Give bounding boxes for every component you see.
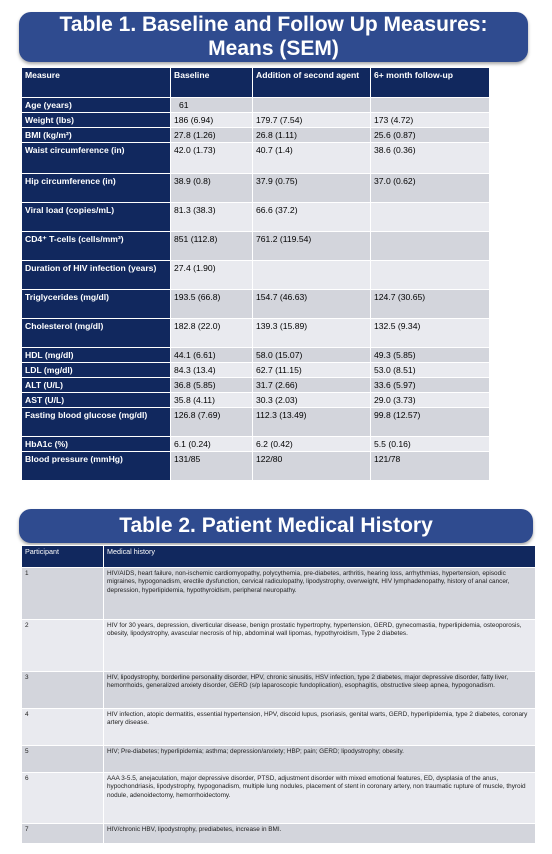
table2-header-participant: Participant [22,546,104,568]
table1-cell-followup: 37.0 (0.62) [371,174,490,203]
table1-cell-second-agent: 139.3 (15.89) [253,319,371,348]
table1-cell-measure: Weight (lbs) [22,113,171,128]
table1-title-line2: Means (SEM) [208,37,339,60]
table1-row [22,98,490,113]
table2-row [22,746,536,773]
table1-row [22,437,490,452]
table1-cell-measure: AST (U/L) [22,393,171,408]
table1-header-baseline: Baseline [171,68,253,98]
table2-cell-history: HIV infection, atopic dermatitis, essential hypertension, HPV, discoid lupus, psoriasis, genital warts, GERD, hyperlipidemia, type 2 diabetes, coronary artery disease. [104,709,536,746]
table1-cell-followup: 29.0 (3.73) [371,393,490,408]
table1-cell-baseline: 44.1 (6.61) [171,348,253,363]
table1-cell-baseline: 42.0 (1.73) [171,143,253,174]
table1-row [22,232,490,261]
table2-cell-participant: 5 [22,746,104,773]
medical-history-table [21,545,536,844]
table1-cell-baseline: 27.8 (1.26) [171,128,253,143]
table1-row [22,261,490,290]
table1-cell-followup: 38.6 (0.36) [371,143,490,174]
table2-row [22,568,536,620]
table1-cell-baseline: 61 [171,98,253,113]
table2-row [22,709,536,746]
table2-row [22,824,536,844]
table2-cell-participant: 1 [22,568,104,620]
table1-cell-baseline: 36.8 (5.85) [171,378,253,393]
table1-cell-followup: 53.0 (8.51) [371,363,490,378]
table1-cell-followup: 33.6 (5.97) [371,378,490,393]
table1-cell-followup: 25.6 (0.87) [371,128,490,143]
table1-header-measure: Measure [22,68,171,98]
table1-cell-followup: 99.8 (12.57) [371,408,490,437]
table1-cell-measure: Age (years) [22,98,171,113]
table1-cell-second-agent: 26.8 (1.11) [253,128,371,143]
table1-cell-second-agent: 66.6 (37.2) [253,203,371,232]
table1-row [22,408,490,437]
table1-header-second-agent: Addition of second agent [253,68,371,98]
table1-cell-measure: Fasting blood glucose (mg/dl) [22,408,171,437]
table1-cell-second-agent: 6.2 (0.42) [253,437,371,452]
table1-cell-followup [371,261,490,290]
table1-row [22,143,490,174]
table1-cell-followup [371,98,490,113]
table1-cell-followup: 49.3 (5.85) [371,348,490,363]
table1-cell-second-agent: 40.7 (1.4) [253,143,371,174]
table1-row [22,290,490,319]
table1-cell-second-agent: 179.7 (7.54) [253,113,371,128]
table1-cell-second-agent: 112.3 (13.49) [253,408,371,437]
table1-cell-second-agent: 761.2 (119.54) [253,232,371,261]
table1-cell-baseline: 81.3 (38.3) [171,203,253,232]
table1-cell-measure: LDL (mg/dl) [22,363,171,378]
table1-cell-measure: ALT (U/L) [22,378,171,393]
table2-row [22,620,536,672]
table2-header-row [22,546,536,568]
table1-cell-second-agent: 37.9 (0.75) [253,174,371,203]
table1-cell-measure: HDL (mg/dl) [22,348,171,363]
table1-cell-baseline: 193.5 (66.8) [171,290,253,319]
table2-cell-history: AAA 3-5.5, anejaculation, major depressive disorder, PTSD, adjustment disorder with mixed emotional features, ED, dysplasia of the anus, hypochondriasis, lipodystrophy, hypogonadism, multiple lung nodules, placement of stent in coronary artery, non traumatic rupture of muscle, thyroid nodule, adenoidectomy, hemorrhoidectomy. [104,773,536,824]
table1-cell-baseline: 38.9 (0.8) [171,174,253,203]
table1-title-line1: Table 1. Baseline and Follow Up Measures: [59,13,488,36]
table2-cell-participant: 2 [22,620,104,672]
table1-row [22,113,490,128]
table2-cell-participant: 4 [22,709,104,746]
table1-title-banner [19,12,528,62]
table1-cell-second-agent: 154.7 (46.63) [253,290,371,319]
table1-cell-baseline: 6.1 (0.24) [171,437,253,452]
table1-cell-second-agent [253,98,371,113]
table1-cell-followup: 124.7 (30.65) [371,290,490,319]
table2-title-banner [19,509,533,543]
table2-cell-history: HIV; Pre-diabetes; hyperlipidemia; asthma; depression/anxiety; HBP; pain; GERD; lipodystrophy; obesity. [104,746,536,773]
table1-cell-measure: Duration of HIV infection (years) [22,261,171,290]
table2-cell-history: HIV, lipodystrophy, borderline personality disorder, HPV, chronic sinusitis, HSV infection, type 2 diabetes, major depressive disorder, fatty liver, hemorrhoids, generalized anxiety disorder, GERD (s/p laparoscopic fundoplication), esophagitis, obstructive sleep apnea, hypogonadism. [104,672,536,709]
table1-cell-second-agent: 122/80 [253,452,371,481]
table2-cell-participant: 6 [22,773,104,824]
table1-cell-baseline: 84.3 (13.4) [171,363,253,378]
table2-cell-participant: 7 [22,824,104,844]
table1-row [22,363,490,378]
table1-row [22,128,490,143]
table1-cell-measure: Viral load (copies/mL) [22,203,171,232]
table1-cell-followup [371,203,490,232]
table2-row [22,773,536,824]
table2-cell-history: HIV/chronic HBV, lipodystrophy, prediabetes, increase in BMI. [104,824,536,844]
table1-cell-followup: 121/78 [371,452,490,481]
table1-row [22,203,490,232]
table1-row [22,174,490,203]
table1-cell-baseline: 131/85 [171,452,253,481]
table2-cell-participant: 3 [22,672,104,709]
table2-header-history: Medical history [104,546,536,568]
table2-cell-history: HIV/AIDS, heart failure, non-ischemic cardiomyopathy, polycythemia, pre-diabetes, arthritis, hearing loss, arrhythmias, hypertension, episodic migraines, hypogonadism, erectile dysfunction, cervical radiculopathy, lipodystrophy, overweight, HIV lymphadenopathy, history of anal cancer, depression, hyperlipidemia, hypothyroidism, peripheral neuropathy. [104,568,536,620]
table1-header-followup: 6+ month follow-up [371,68,490,98]
table1-row [22,393,490,408]
table1-cell-second-agent: 58.0 (15.07) [253,348,371,363]
table1-cell-measure: Cholesterol (mg/dl) [22,319,171,348]
table1-row [22,452,490,481]
table1-row [22,348,490,363]
table1-cell-followup [371,232,490,261]
table1-cell-baseline: 126.8 (7.69) [171,408,253,437]
table1-cell-measure: BMI (kg/m²) [22,128,171,143]
table1-cell-second-agent: 62.7 (11.15) [253,363,371,378]
table1-cell-measure: Triglycerides (mg/dl) [22,290,171,319]
table1-cell-followup: 173 (4.72) [371,113,490,128]
baseline-measures-table [21,67,490,481]
table1-cell-followup: 132.5 (9.34) [371,319,490,348]
table1-row [22,319,490,348]
table1-cell-second-agent [253,261,371,290]
table1-cell-baseline: 27.4 (1.90) [171,261,253,290]
table1-cell-second-agent: 30.3 (2.03) [253,393,371,408]
table1-cell-baseline: 186 (6.94) [171,113,253,128]
table2-title: Table 2. Patient Medical History [119,514,433,537]
table1-cell-measure: Blood pressure (mmHg) [22,452,171,481]
table1-cell-baseline: 35.8 (4.11) [171,393,253,408]
table1-cell-measure: Hip circumference (in) [22,174,171,203]
table2-cell-history: HIV for 30 years, depression, diverticular disease, benign prostatic hypertrophy, hypertension, GERD, gynecomastia, hyperlipidemia, osteoporosis, obesity, lipodystrophy, avascular necrosis of hip, abdominal wall lipomas, hypothyroidism, Type 2 diabetes. [104,620,536,672]
table1-cell-baseline: 182.8 (22.0) [171,319,253,348]
table1-cell-second-agent: 31.7 (2.66) [253,378,371,393]
table1-header-row [22,68,490,98]
table1-cell-measure: HbA1c (%) [22,437,171,452]
table1-row [22,378,490,393]
table1-cell-measure: CD4⁺ T-cells (cells/mm³) [22,232,171,261]
table1-cell-measure: Waist circumference (in) [22,143,171,174]
table1-cell-baseline: 851 (112.8) [171,232,253,261]
table2-row [22,672,536,709]
table1-cell-followup: 5.5 (0.16) [371,437,490,452]
